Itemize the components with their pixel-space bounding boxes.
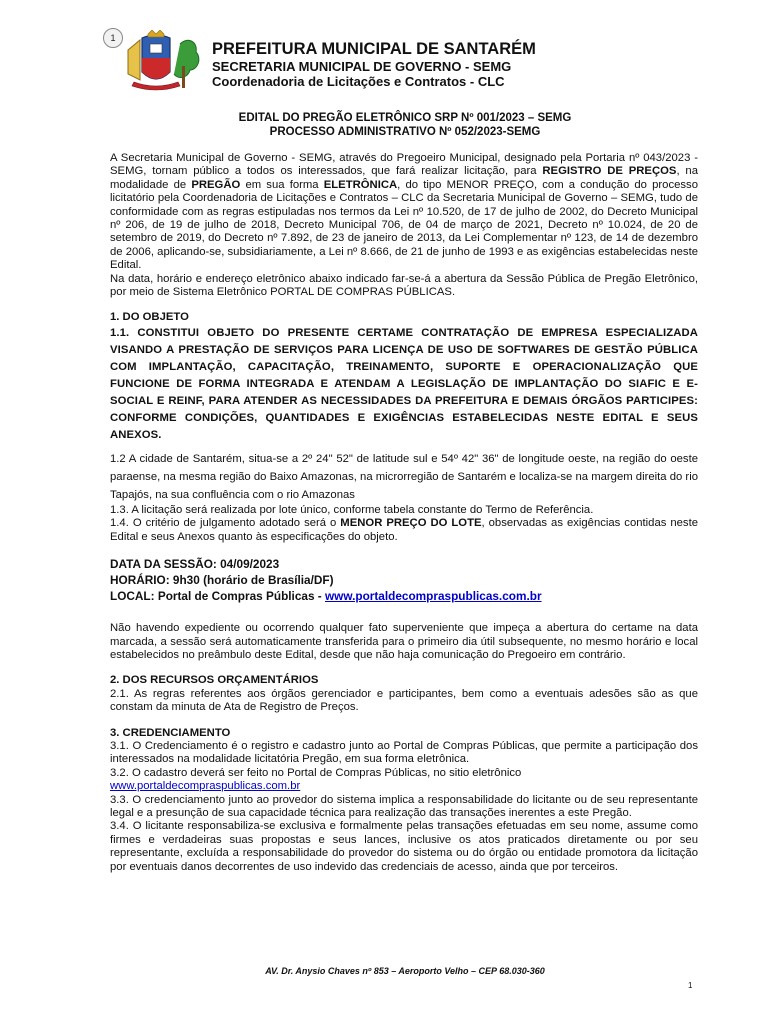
intro-text: A Secretaria Municipal de Governo - SEMG, através do Pregoeiro Municipal, designado pela Portaria nº 043/2023 - SEMG, tornam público a todos os interessados, que fará realizar licitação, para — [110, 152, 698, 178]
session-time: HORÁRIO: 9h30 (horário de Brasília/DF) — [110, 573, 334, 588]
processo-title: PROCESSO ADMINISTRATIVO Nº 052/2023-SEMG — [269, 126, 541, 138]
coat-of-arms-logo — [118, 30, 204, 94]
intro-bold-registro: REGISTRO DE PREÇOS — [542, 165, 677, 178]
coordenadoria-name: Coordenadoria de Licitações e Contratos - CLC — [212, 74, 505, 89]
page-footer-address: AV. Dr. Anysio Chaves nº 853 – Aeroporto Velho – CEP 68.030-360 — [265, 966, 545, 976]
clause-3-2-link-line — [110, 780, 698, 793]
clause-1-2: 1.2 A cidade de Santarém, situa-se a 2º 24" 52" de latitude sul e 54º 42" 36" de longitude oeste, na região do oeste paraense, na mesma região do Baixo Amazonas, na microrregião de Santarém e localiza-se na margem direita do rio Tapajós, na sua confluência com o rio Amazonas — [110, 452, 698, 501]
clause-3-2: 3.2. O cadastro deverá ser feito no Portal de Compras Públicas, no sitio eletrônico — [110, 766, 522, 779]
no-expediente-paragraph: Não havendo expediente ou ocorrendo qualquer fato superveniente que impeça a abertura do certame na data marcada, a sessão será automaticamente transferida para o primeiro dia útil subsequente, no mesmo horário e local estabelecidos no preâmbulo deste Edital, desde que não haja comunicação do Pregoeiro em contrário. — [110, 622, 698, 661]
clause-1-3: 1.3. A licitação será realizada por lote único, conforme tabela constante do Termo de Referência. — [110, 503, 594, 516]
portal-link[interactable]: www.portaldecompraspublicas.com.br — [325, 589, 542, 604]
edital-title: EDITAL DO PREGÃO ELETRÔNICO SRP Nº 001/2023 – SEMG — [238, 112, 572, 124]
intro-paragraph — [110, 152, 698, 273]
session-location — [110, 588, 698, 604]
clause-text: 1.4. O critério de julgamento adotado será o — [110, 517, 341, 530]
intro-bold-eletronica: ELETRÔNICA — [323, 178, 398, 191]
clause-3-3: 3.3. O credenciamento junto ao provedor do sistema implica a responsabilidade do licitante ou de seu representante legal e a presunção de sua capacidade técnica para realização das transações inerentes a este Pregão. — [110, 793, 698, 819]
clause-3-1: 3.1. O Credenciamento é o registro e cadastro junto ao Portal de Compras Públicas, que permite a participação dos interessados na modalidade licitatória Pregão, em sua forma eletrônica. — [110, 739, 698, 766]
municipality-title: PREFEITURA MUNICIPAL DE SANTARÉM — [212, 40, 536, 58]
letterhead — [212, 40, 536, 89]
session-date: DATA DA SESSÃO: 04/09/2023 — [110, 557, 280, 572]
intro-bold-pregao: PREGÃO — [191, 178, 241, 191]
page-marker-badge[interactable]: 1 — [103, 28, 123, 48]
portal-link-2[interactable]: www.portaldecompraspublicas.com.br — [110, 780, 301, 793]
intro-text: , do tipo MENOR PREÇO, com a condução do processo licitatório pela Coordenadoria de Licitações e Contratos – CLC da Secretaria Municipal de Governo – SEMG, tudo de conformidade com as regras estipuladas nos termos da Lei nº 10.520, de 17 de julho de 2002, do Decreto Municipal nº 206, de 19 de julho de 2018, Decreto Municipal 706, de 04 de março de 2021, Decreto nº 10.024, de 20 de setembro de 2019, do Decreto nº 7.892, de 23 de janeiro de 2013, da Lei Complementar nº 123, de 14 de dezembro de 2006, aplicando-se, subsidiariamente, a Lei nº 8.666, de 21 de junho de 1993 e as exigências estabelecidas neste Edital. — [110, 178, 698, 272]
session-info — [110, 556, 698, 604]
page-number: 1 — [688, 981, 693, 990]
clause-text: , observadas as exigências contidas neste Edital e seus Anexos quanto às especificações do objeto. — [110, 517, 698, 543]
clause-1-4 — [110, 517, 698, 544]
clause-3-4: 3.4. O licitante responsabiliza-se exclusiva e formalmente pelas transações efetuadas em seu nome, assume como firmes e verdadeiras suas propostas e seus lances, inclusive os atos praticados diretamente ou por seu representante, excluída a responsabilidade do provedor do sistema ou do órgão ou entidade promotora da licitação por eventuais danos decorrentes de uso indevido das credenciais de acesso, ainda que por terceiros. — [110, 820, 698, 873]
intro-paragraph-2: Na data, horário e endereço eletrônico abaixo indicado far-se-á a abertura da Sessão Pública de Pregão Eletrônico, por meio de Sistema Eletrônico PORTAL DE COMPRAS PÚBLICAS. — [110, 272, 698, 299]
section-1-heading: 1. DO OBJETO — [110, 311, 189, 324]
clause-1-1: 1.1. CONSTITUI OBJETO DO PRESENTE CERTAME CONTRATAÇÃO DE EMPRESA ESPECIALIZADA VISANDO A PRESTAÇÃO DE SERVIÇOS PARA LICENÇA DE USO DE SOFTWARES DE GESTÃO PÚBLICA COM IMPLANTAÇÃO, CAPACITAÇÃO, TREINAMENTO, SUPORTE E OPERACIONALIZAÇÃO QUE FUNCIONE DE FORMA INTEGRADA E ATENDAM A LEGISLAÇÃO DE IMPLANTAÇÃO DO SIAFIC E E-SOCIAL E REINF, PARA ATENDER AS NECESSIDADES DA PREFEITURA E DEMAIS ÓRGÃOS PARTICIPES: CONFORME CONDIÇÕES, QUANTIDADES E EXIGÊNCIAS ESTABELECIDAS NESTE EDITAL E SEUS ANEXOS. — [110, 326, 698, 441]
clause-bold: MENOR PREÇO DO LOTE — [340, 517, 482, 530]
clause-2-1: 2.1. As regras referentes aos órgãos gerenciador e participantes, bem como a eventuais adesões são as que constam da minuta de Ata de Registro de Preços. — [110, 687, 698, 714]
intro-text: , na modalidade de — [110, 165, 698, 191]
document-body — [110, 152, 698, 874]
location-label: LOCAL: Portal de Compras Públicas - — [110, 589, 325, 604]
section-2-heading: 2. DOS RECURSOS ORÇAMENTÁRIOS — [110, 674, 319, 687]
intro-text: em sua forma — [240, 178, 324, 191]
section-3-heading: 3. CREDENCIAMENTO — [110, 726, 231, 739]
document-title — [110, 111, 700, 139]
secretaria-name: SECRETARIA MUNICIPAL DE GOVERNO - SEMG — [212, 59, 512, 74]
